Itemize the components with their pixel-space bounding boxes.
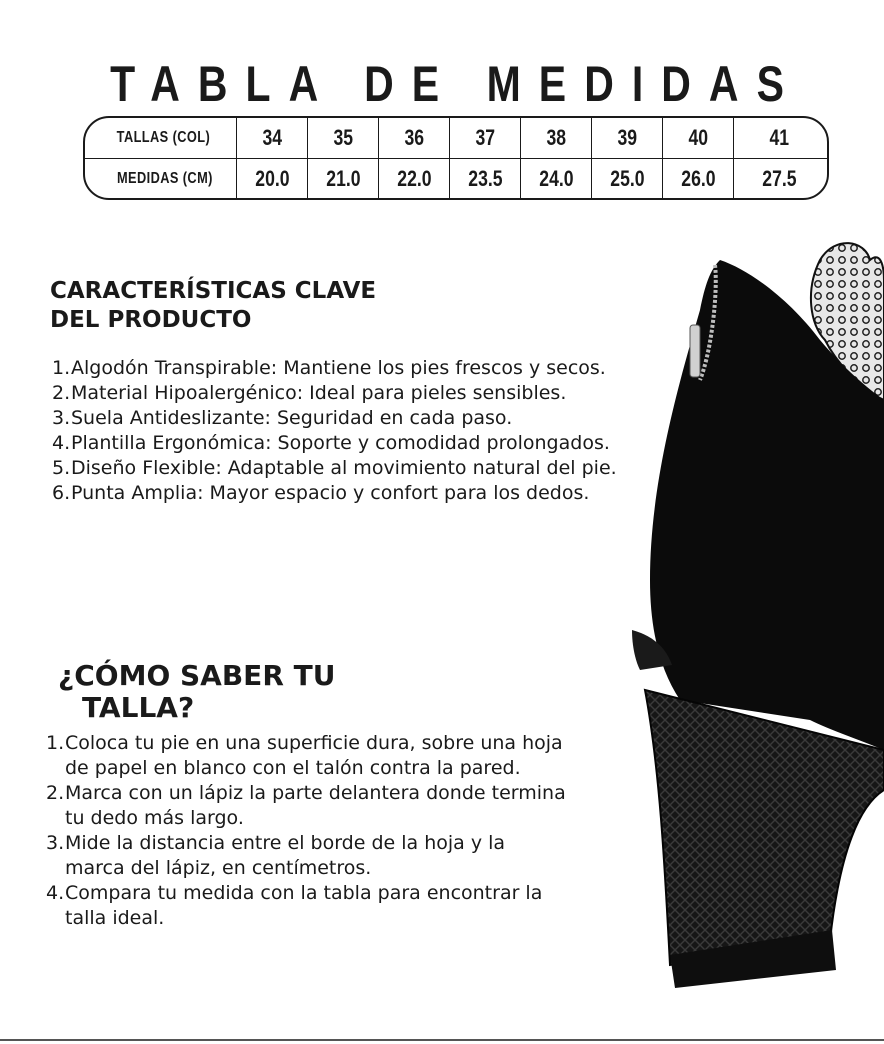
howto-heading-line2: TALLA? xyxy=(82,691,195,724)
measures-row-label: MEDIDAS (CM) xyxy=(116,170,213,187)
list-item: 1. Coloca tu pie en una superficie dura, sobre una hoja de papel en blanco con el talón contra la pared. xyxy=(46,732,563,779)
sizes-row xyxy=(85,118,827,158)
measure-cell: 20.0 xyxy=(236,159,307,199)
size-cell: 35 xyxy=(307,118,378,158)
size-cell: 39 xyxy=(591,118,662,158)
howto-heading xyxy=(58,660,418,724)
measure-cell: 24.0 xyxy=(520,159,591,199)
list-item: 6. Punta Amplia: Mayor espacio y confort para los dedos. xyxy=(52,482,590,504)
measure-cell: 23.5 xyxy=(449,159,520,199)
shoe-image xyxy=(620,230,884,990)
list-item: 2. Material Hipoalergénico: Ideal para pieles sensibles. xyxy=(52,382,567,404)
measure-cell: 27.5 xyxy=(733,159,824,199)
list-item: 2. Marca con un lápiz la parte delantera donde termina tu dedo más largo. xyxy=(46,782,566,829)
list-item: 1. Algodón Transpirable: Mantiene los pies frescos y secos. xyxy=(52,357,606,379)
list-item: 5. Diseño Flexible: Adaptable al movimiento natural del pie. xyxy=(52,457,617,479)
size-cell: 41 xyxy=(733,118,824,158)
size-cell: 40 xyxy=(662,118,733,158)
features-heading xyxy=(50,277,450,335)
measure-cell: 25.0 xyxy=(591,159,662,199)
page-title: TABLA DE MEDIDAS xyxy=(110,56,802,112)
list-item: 3. Suela Antideslizante: Seguridad en cada paso. xyxy=(52,407,513,429)
size-table xyxy=(83,116,829,200)
features-heading-line1: CARACTERÍSTICAS CLAVE xyxy=(50,278,377,304)
measure-cell: 26.0 xyxy=(662,159,733,199)
bottom-divider xyxy=(0,1039,884,1041)
size-cell: 34 xyxy=(236,118,307,158)
howto-list xyxy=(46,731,566,931)
list-item: 4. Plantilla Ergonómica: Soporte y comodidad prolongados. xyxy=(52,432,610,454)
howto-heading-line1: ¿CÓMO SABER TU xyxy=(58,659,336,692)
measure-cell: 22.0 xyxy=(378,159,449,199)
list-item: 3. Mide la distancia entre el borde de la hoja y la marca del lápiz, en centímetros. xyxy=(46,832,506,879)
features-heading-line2: DEL PRODUCTO xyxy=(50,307,252,333)
features-list xyxy=(52,356,622,506)
list-item: 4. Compara tu medida con la tabla para encontrar la talla ideal. xyxy=(46,882,543,929)
size-cell: 36 xyxy=(378,118,449,158)
measures-row xyxy=(85,158,827,199)
size-cell: 38 xyxy=(520,118,591,158)
size-cell: 37 xyxy=(449,118,520,158)
measure-cell: 21.0 xyxy=(307,159,378,199)
zipper-pull xyxy=(690,325,700,377)
sizes-row-label: TALLAS (COL) xyxy=(116,129,211,146)
